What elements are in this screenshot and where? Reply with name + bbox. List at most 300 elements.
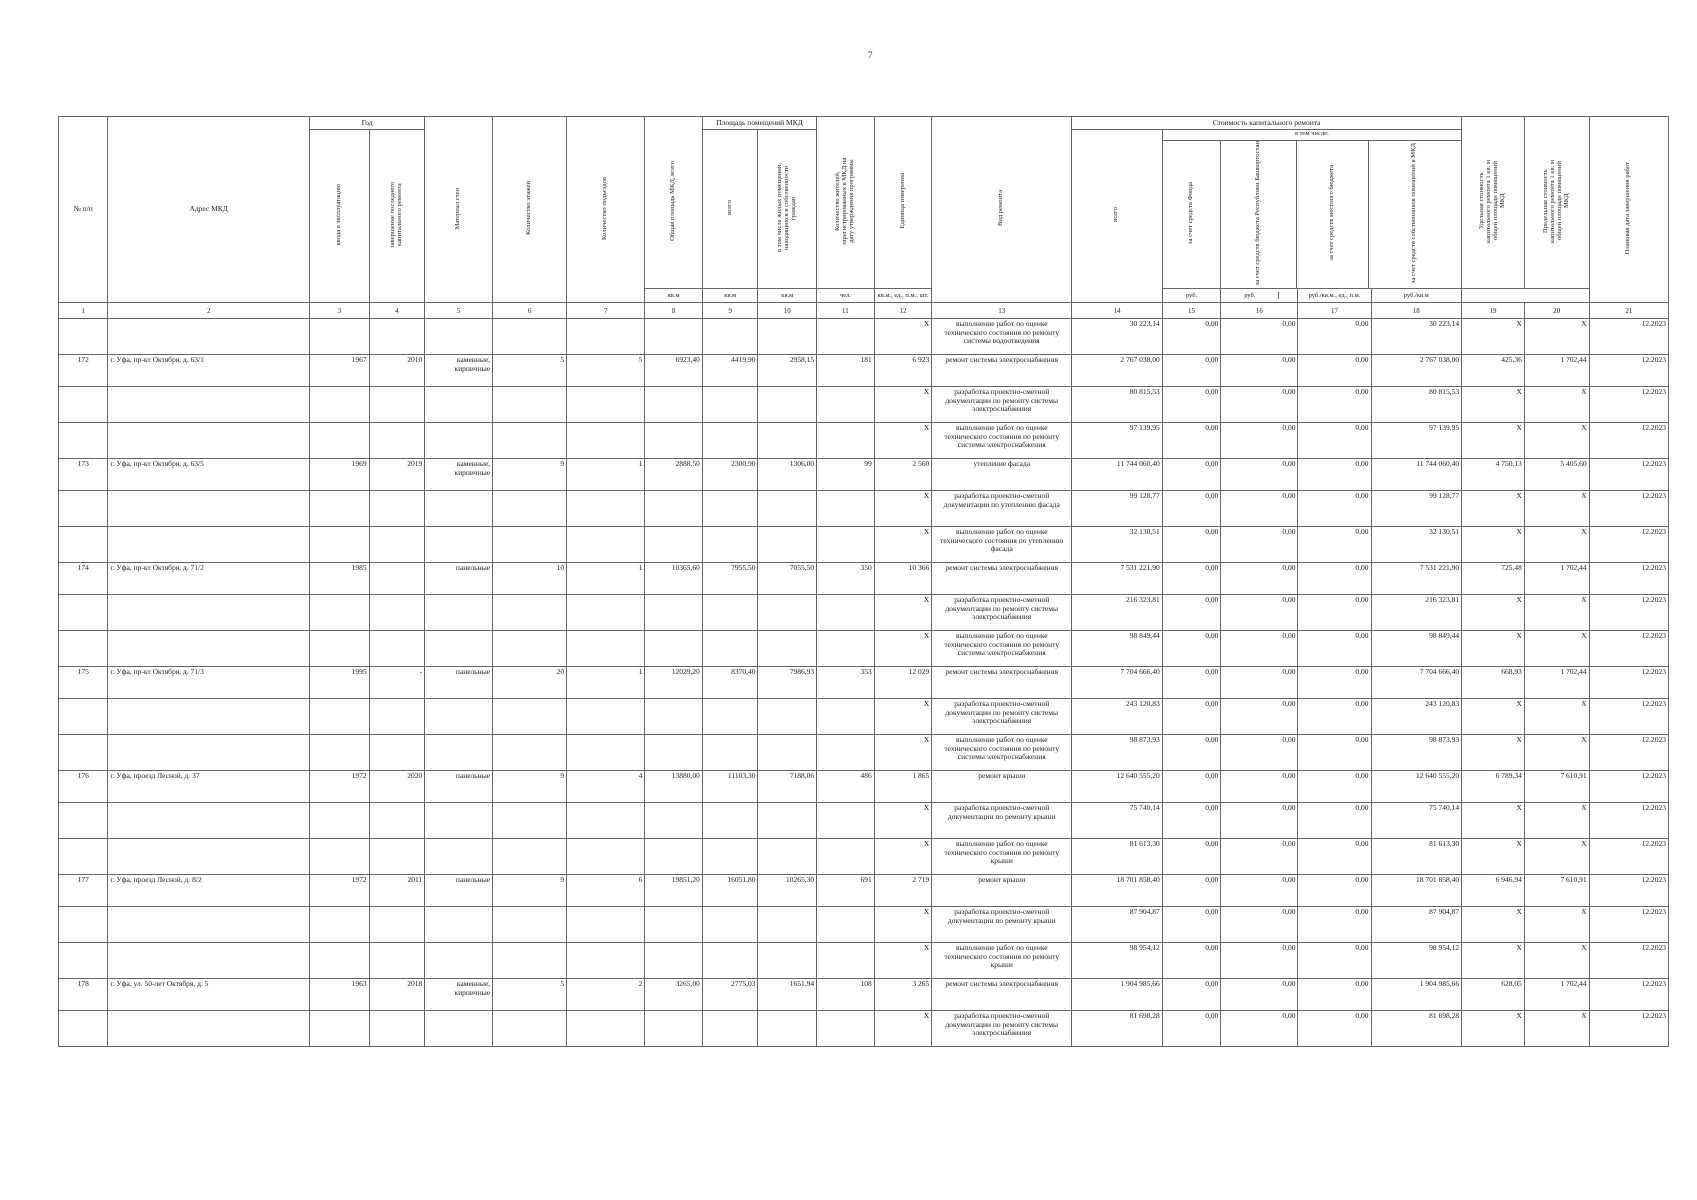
table-header <box>59 117 1669 319</box>
cell-y2 <box>369 491 425 527</box>
cell-area <box>645 319 703 355</box>
cell-date: 12.2023 <box>1589 491 1668 527</box>
cell-fund: 0,00 <box>1162 563 1221 595</box>
cell-area <box>645 595 703 631</box>
cell-ucost: X <box>1462 387 1525 423</box>
cell-entr <box>567 423 645 459</box>
cost-subheaders <box>1163 141 1461 288</box>
cell-local: 0,00 <box>1298 423 1371 459</box>
cell-y1 <box>310 1011 370 1047</box>
table-row-house <box>59 875 1669 907</box>
cell-address <box>108 735 310 771</box>
cell-owners: 97 139,95 <box>1371 423 1462 459</box>
cell-y1 <box>310 699 370 735</box>
cell-rep: 0,00 <box>1221 735 1298 771</box>
cell-material: каменные, кирпичные <box>425 355 493 387</box>
cell-limit: 1 702,44 <box>1524 979 1589 1011</box>
column-number: 19 <box>1462 303 1525 319</box>
cell-prem <box>702 803 758 839</box>
cell-local: 0,00 <box>1298 839 1371 875</box>
cell-owners: 7 704 666,40 <box>1371 667 1462 699</box>
cell-material: каменные, кирпичные <box>425 459 493 491</box>
cell-owners: 87 904,87 <box>1371 907 1462 943</box>
table-body <box>59 319 1669 1047</box>
cell-y1 <box>310 631 370 667</box>
table-row-house <box>59 563 1669 595</box>
cell-entr: 1 <box>567 459 645 491</box>
cell-address: г. Уфа, пр-кт Октября, д. 71/2 <box>108 563 310 595</box>
cell-date: 12.2023 <box>1589 527 1668 563</box>
col-premises-owned: в том числе жилых помещений, находящихся в собственности граждан <box>758 130 817 289</box>
cell-prem <box>702 839 758 875</box>
table-row-house <box>59 667 1669 699</box>
cell-local: 0,00 <box>1298 355 1371 387</box>
cell-owned <box>758 527 817 563</box>
cell-prem <box>702 527 758 563</box>
cell-prem <box>702 387 758 423</box>
cell-owned <box>758 491 817 527</box>
cell-total: 30 223,14 <box>1072 319 1163 355</box>
cell-owners: 2 767 038,00 <box>1371 355 1462 387</box>
table-row-house <box>59 771 1669 803</box>
cell-local: 0,00 <box>1298 667 1371 699</box>
cell-entr <box>567 839 645 875</box>
column-number: 21 <box>1589 303 1668 319</box>
cell-fund: 0,00 <box>1162 943 1221 979</box>
column-numbers-row <box>59 303 1669 319</box>
cell-limit: 1 702,44 <box>1524 563 1589 595</box>
cell-fund: 0,00 <box>1162 771 1221 803</box>
incl-label: в том числе: <box>1163 130 1461 141</box>
cell-owners: 81 613,30 <box>1371 839 1462 875</box>
cell-work: ремонт крыши <box>932 875 1072 907</box>
cell-work: ремонт системы электроснабжения <box>932 355 1072 387</box>
cell-work: утепление фасада <box>932 459 1072 491</box>
cell-area <box>645 1011 703 1047</box>
cell-y1: 1995 <box>310 667 370 699</box>
cell-owned <box>758 735 817 771</box>
cell-work: выполнение работ по оценке технического состояния по ремонту крыши <box>932 943 1072 979</box>
cell-address: г. Уфа, пр-кт Октября, д. 63/5 <box>108 459 310 491</box>
cell-num <box>59 943 108 979</box>
cell-entr <box>567 943 645 979</box>
cell-fund: 0,00 <box>1162 595 1221 631</box>
cell-total: 98 954,12 <box>1072 943 1163 979</box>
table-row-house <box>59 979 1669 1011</box>
unit-rub-group <box>1221 289 1298 303</box>
cell-fund: 0,00 <box>1162 875 1221 907</box>
cell-owners: 75 740,14 <box>1371 803 1462 839</box>
cell-area <box>645 423 703 459</box>
col-address: Адрес МКД <box>108 117 310 303</box>
cell-owned: 1651,94 <box>758 979 817 1011</box>
cell-entr <box>567 319 645 355</box>
cell-unit: X <box>874 527 932 563</box>
cell-ucost: X <box>1462 943 1525 979</box>
cell-area: 13880,00 <box>645 771 703 803</box>
cell-ucost: X <box>1462 1011 1525 1047</box>
cell-rep: 0,00 <box>1221 667 1298 699</box>
cell-material <box>425 803 493 839</box>
column-number: 5 <box>425 303 493 319</box>
cell-rep: 0,00 <box>1221 907 1298 943</box>
table-row-subwork <box>59 595 1669 631</box>
cell-entr <box>567 735 645 771</box>
table-row-subwork <box>59 699 1669 735</box>
cell-floors <box>493 907 567 943</box>
cell-floors <box>493 491 567 527</box>
cell-unit: X <box>874 699 932 735</box>
cell-res <box>817 839 875 875</box>
cell-ucost: X <box>1462 595 1525 631</box>
cell-unit: X <box>874 319 932 355</box>
cell-prem <box>702 735 758 771</box>
table-row-subwork <box>59 735 1669 771</box>
cell-date: 12.2023 <box>1589 631 1668 667</box>
cell-owners: 30 223,14 <box>1371 319 1462 355</box>
cell-limit: X <box>1524 527 1589 563</box>
cell-date: 12.2023 <box>1589 423 1668 459</box>
col-num: № п/п <box>59 117 108 303</box>
table-row-subwork <box>59 319 1669 355</box>
cell-material <box>425 735 493 771</box>
cell-ucost: X <box>1462 803 1525 839</box>
cell-floors <box>493 595 567 631</box>
cell-total: 12 640 555,20 <box>1072 771 1163 803</box>
cell-num: 178 <box>59 979 108 1011</box>
col-year-last-repair: завершение последнего капитального ремонта <box>369 130 425 303</box>
cell-ucost: X <box>1462 907 1525 943</box>
cell-area: 19851,20 <box>645 875 703 907</box>
cell-y1: 1985 <box>310 563 370 595</box>
cell-prem: 2300,90 <box>702 459 758 491</box>
cell-address <box>108 491 310 527</box>
cell-total: 7 704 666,40 <box>1072 667 1163 699</box>
cell-entr: 5 <box>567 355 645 387</box>
cell-y2: 2018 <box>369 979 425 1011</box>
cell-ucost: X <box>1462 423 1525 459</box>
cell-work: ремонт крыши <box>932 771 1072 803</box>
unit-rub: руб. <box>1162 289 1221 303</box>
cell-area <box>645 699 703 735</box>
cell-material <box>425 423 493 459</box>
cell-res <box>817 735 875 771</box>
cell-fund: 0,00 <box>1162 631 1221 667</box>
cell-ucost: X <box>1462 699 1525 735</box>
cell-address <box>108 595 310 631</box>
cell-entr <box>567 595 645 631</box>
cell-unit: X <box>874 595 932 631</box>
col-cost-incl <box>1162 130 1461 289</box>
cell-y2: 2019 <box>369 459 425 491</box>
cell-date: 12.2023 <box>1589 1011 1668 1047</box>
cell-area <box>645 387 703 423</box>
col-floors: Количество этажей <box>493 117 567 303</box>
cell-num <box>59 491 108 527</box>
cell-area: 6923,40 <box>645 355 703 387</box>
cell-work: выполнение работ по оценке технического состояния по ремонту системы электроснабжения <box>932 423 1072 459</box>
cell-unit: X <box>874 1011 932 1047</box>
cell-floors: 5 <box>493 979 567 1011</box>
cell-material: панельные <box>425 667 493 699</box>
cell-local: 0,00 <box>1298 595 1371 631</box>
cell-unit: 2 719 <box>874 875 932 907</box>
cell-material <box>425 527 493 563</box>
cell-entr: 4 <box>567 771 645 803</box>
cell-owned <box>758 595 817 631</box>
cell-local: 0,00 <box>1298 563 1371 595</box>
cell-fund: 0,00 <box>1162 907 1221 943</box>
cell-owners: 11 744 060,40 <box>1371 459 1462 491</box>
cell-prem <box>702 699 758 735</box>
unit-rub: руб. <box>1221 292 1279 299</box>
cell-entr <box>567 491 645 527</box>
table-row-subwork <box>59 803 1669 839</box>
cell-work: выполнение работ по оценке технического состояния по ремонту системы водоотведения <box>932 319 1072 355</box>
col-cost-local: за счет средств местного бюджета <box>1296 141 1368 288</box>
cell-y2 <box>369 319 425 355</box>
cell-rep: 0,00 <box>1221 875 1298 907</box>
cell-address <box>108 943 310 979</box>
cell-fund: 0,00 <box>1162 491 1221 527</box>
cell-unit: X <box>874 491 932 527</box>
table-row-subwork <box>59 1011 1669 1047</box>
cell-owned <box>758 631 817 667</box>
cell-num <box>59 699 108 735</box>
unit-rub-per: руб./кв.м <box>1371 289 1462 303</box>
cell-ucost: 6 789,34 <box>1462 771 1525 803</box>
cell-date: 12.2023 <box>1589 355 1668 387</box>
cell-fund: 0,00 <box>1162 735 1221 771</box>
cell-y1 <box>310 423 370 459</box>
cell-limit: X <box>1524 595 1589 631</box>
cell-y2 <box>369 631 425 667</box>
cell-total: 98 873,93 <box>1072 735 1163 771</box>
cell-y1 <box>310 491 370 527</box>
cell-prem <box>702 943 758 979</box>
col-repair-type: Вид ремонта <box>932 117 1072 303</box>
cell-y1: 1967 <box>310 355 370 387</box>
cell-address <box>108 387 310 423</box>
cell-material <box>425 319 493 355</box>
cell-prem <box>702 491 758 527</box>
cell-y1 <box>310 943 370 979</box>
cell-entr: 1 <box>567 563 645 595</box>
cell-total: 243 120,83 <box>1072 699 1163 735</box>
col-deadline: Плановая дата завершения работ <box>1589 117 1668 303</box>
cell-floors <box>493 1011 567 1047</box>
cell-ucost: 6 946,94 <box>1462 875 1525 907</box>
column-number: 14 <box>1072 303 1163 319</box>
cell-y1 <box>310 595 370 631</box>
cell-y2: 2010 <box>369 355 425 387</box>
cell-y1 <box>310 319 370 355</box>
column-number: 16 <box>1221 303 1298 319</box>
cell-fund: 0,00 <box>1162 423 1221 459</box>
cell-floors <box>493 387 567 423</box>
cell-owners: 243 120,83 <box>1371 699 1462 735</box>
cell-num <box>59 527 108 563</box>
cell-date: 12.2023 <box>1589 595 1668 631</box>
cell-res <box>817 907 875 943</box>
page-number: 7 <box>868 50 873 60</box>
cell-local: 0,00 <box>1298 907 1371 943</box>
cell-y1 <box>310 387 370 423</box>
cell-local: 0,00 <box>1298 491 1371 527</box>
cell-y2: - <box>369 667 425 699</box>
cell-fund: 0,00 <box>1162 319 1221 355</box>
cell-material <box>425 907 493 943</box>
cell-local: 0,00 <box>1298 319 1371 355</box>
cell-address: г. Уфа, пр-кт Октября, д. 63/1 <box>108 355 310 387</box>
column-number: 17 <box>1298 303 1371 319</box>
cell-owners: 32 130,51 <box>1371 527 1462 563</box>
cell-num <box>59 839 108 875</box>
col-entrances: Количество подъездов <box>567 117 645 303</box>
table-row-subwork <box>59 423 1669 459</box>
column-number: 11 <box>817 303 875 319</box>
col-material: Материал стен <box>425 117 493 303</box>
cell-address: г. Уфа, ул. 50-лет Октября, д. 5 <box>108 979 310 1011</box>
cell-work: разработка проектно-сметной документации по ремонту системы электроснабжения <box>932 387 1072 423</box>
cell-owned: 10265,30 <box>758 875 817 907</box>
cell-work: ремонт системы электроснабжения <box>932 667 1072 699</box>
cell-address <box>108 423 310 459</box>
cell-entr <box>567 631 645 667</box>
cell-limit: X <box>1524 491 1589 527</box>
cell-res: 350 <box>817 563 875 595</box>
cell-y1 <box>310 803 370 839</box>
cell-res <box>817 491 875 527</box>
table-row-subwork <box>59 491 1669 527</box>
cell-y1 <box>310 839 370 875</box>
cell-limit: 7 610,91 <box>1524 771 1589 803</box>
cell-owners: 98 849,44 <box>1371 631 1462 667</box>
cell-limit: 1 702,44 <box>1524 667 1589 699</box>
cell-ucost: X <box>1462 491 1525 527</box>
cell-num: 176 <box>59 771 108 803</box>
cell-unit: 3 265 <box>874 979 932 1011</box>
cell-prem: 8370,40 <box>702 667 758 699</box>
cell-prem: 7955,50 <box>702 563 758 595</box>
cell-material <box>425 699 493 735</box>
cell-res <box>817 943 875 979</box>
cell-address <box>108 527 310 563</box>
cell-entr <box>567 387 645 423</box>
col-premises-total: всего <box>702 130 758 289</box>
cell-work: ремонт системы электроснабжения <box>932 563 1072 595</box>
cell-area: 3265,00 <box>645 979 703 1011</box>
cell-y2 <box>369 803 425 839</box>
cell-entr <box>567 527 645 563</box>
cell-num: 172 <box>59 355 108 387</box>
cell-rep: 0,00 <box>1221 771 1298 803</box>
cell-num: 174 <box>59 563 108 595</box>
cell-prem <box>702 423 758 459</box>
col-total-area: Общая площадь МКД, всего <box>645 117 703 289</box>
cell-rep: 0,00 <box>1221 355 1298 387</box>
cell-y1: 1963 <box>310 979 370 1011</box>
cell-owned <box>758 699 817 735</box>
column-number: 10 <box>758 303 817 319</box>
cell-res <box>817 595 875 631</box>
table-row-house <box>59 355 1669 387</box>
cell-limit: X <box>1524 423 1589 459</box>
cell-work: ремонт системы электроснабжения <box>932 979 1072 1011</box>
cell-limit: 1 702,44 <box>1524 355 1589 387</box>
cell-area: 2888,50 <box>645 459 703 491</box>
cell-local: 0,00 <box>1298 459 1371 491</box>
cell-area <box>645 907 703 943</box>
cell-unit: 2 560 <box>874 459 932 491</box>
cell-rep: 0,00 <box>1221 699 1298 735</box>
column-number: 4 <box>369 303 425 319</box>
cell-total: 99 128,77 <box>1072 491 1163 527</box>
col-cost-owners: за счет средств собственников помещений в МКД <box>1410 143 1418 284</box>
cell-fund: 0,00 <box>1162 355 1221 387</box>
col-year-commission: ввода в эксплуатацию <box>310 130 370 303</box>
cell-local: 0,00 <box>1298 875 1371 907</box>
unit-area: кв.м <box>702 289 758 303</box>
cell-fund: 0,00 <box>1162 1011 1221 1047</box>
cell-floors <box>493 699 567 735</box>
cell-y1: 1972 <box>310 875 370 907</box>
cell-unit: X <box>874 735 932 771</box>
cell-local: 0,00 <box>1298 631 1371 667</box>
cell-area: 12029,20 <box>645 667 703 699</box>
cell-floors <box>493 319 567 355</box>
cell-material <box>425 595 493 631</box>
cell-owned: 2958,15 <box>758 355 817 387</box>
cell-num <box>59 735 108 771</box>
cell-address <box>108 699 310 735</box>
cell-date: 12.2023 <box>1589 667 1668 699</box>
cell-y2 <box>369 527 425 563</box>
cell-floors: 5 <box>493 355 567 387</box>
col-unit: Единица измерения <box>874 117 932 289</box>
cell-material <box>425 631 493 667</box>
cell-material <box>425 1011 493 1047</box>
cell-date: 12.2023 <box>1589 803 1668 839</box>
col-limit-cost: Предельная стоимость капитального ремонта 1 кв. м общей площади помещений МКД <box>1524 117 1589 289</box>
cell-fund: 0,00 <box>1162 803 1221 839</box>
cell-num <box>59 319 108 355</box>
cell-y2: 2020 <box>369 771 425 803</box>
cell-address: г. Уфа, пр-кт Октября, д. 71/3 <box>108 667 310 699</box>
cell-local: 0,00 <box>1298 803 1371 839</box>
cell-date: 12.2023 <box>1589 943 1668 979</box>
cell-res <box>817 631 875 667</box>
cell-work: выполнение работ по оценке технического состояния по ремонту крыши <box>932 839 1072 875</box>
cell-y1: 1972 <box>310 771 370 803</box>
cell-num: 173 <box>59 459 108 491</box>
cell-total: 2 767 038,00 <box>1072 355 1163 387</box>
cell-owned <box>758 423 817 459</box>
column-number: 20 <box>1524 303 1589 319</box>
cell-total: 80 815,53 <box>1072 387 1163 423</box>
cell-floors <box>493 803 567 839</box>
cell-owners: 98 873,93 <box>1371 735 1462 771</box>
cell-owned <box>758 319 817 355</box>
cell-ucost: 668,93 <box>1462 667 1525 699</box>
cell-address <box>108 319 310 355</box>
cell-date: 12.2023 <box>1589 979 1668 1011</box>
cell-res <box>817 527 875 563</box>
cell-ucost: X <box>1462 839 1525 875</box>
cell-unit: X <box>874 631 932 667</box>
cell-unit: X <box>874 943 932 979</box>
cell-y2 <box>369 1011 425 1047</box>
